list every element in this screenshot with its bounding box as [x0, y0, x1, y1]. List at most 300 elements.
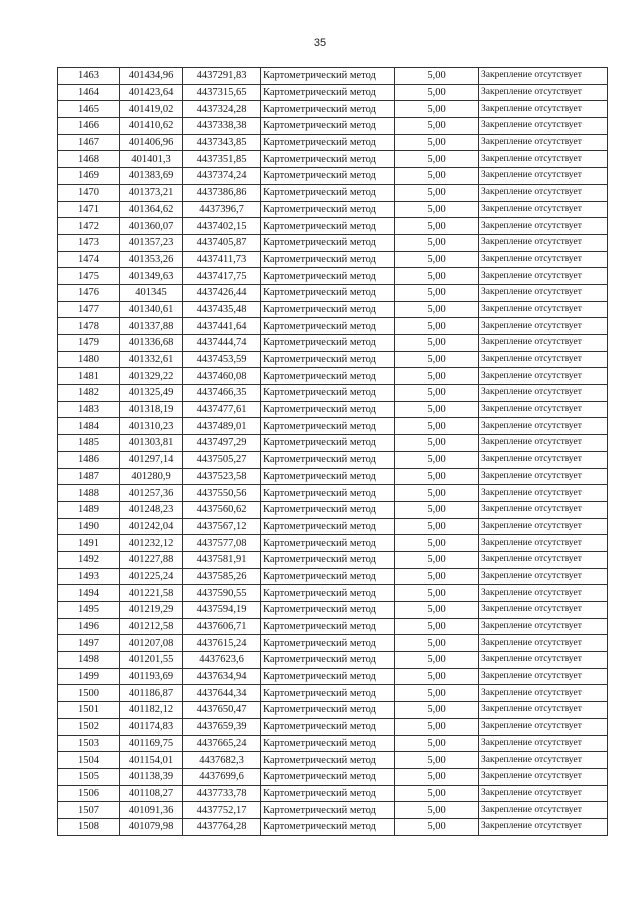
accuracy-cell: 5,00	[395, 652, 479, 669]
fixation-cell: Закрепление отсутствует	[479, 68, 608, 85]
point-number-cell: 1469	[58, 168, 120, 185]
fixation-cell: Закрепление отсутствует	[479, 84, 608, 101]
method-cell: Картометрический метод	[261, 468, 395, 485]
y-coordinate-cell: 4437374,24	[183, 168, 261, 185]
x-coordinate-cell: 401303,81	[120, 435, 183, 452]
x-coordinate-cell: 401174,83	[120, 718, 183, 735]
fixation-cell: Закрепление отсутствует	[479, 268, 608, 285]
table-row	[58, 768, 608, 785]
y-coordinate-cell: 4437590,55	[183, 585, 261, 602]
y-coordinate-cell: 4437453,59	[183, 351, 261, 368]
x-coordinate-cell: 401186,87	[120, 685, 183, 702]
fixation-cell: Закрепление отсутствует	[479, 702, 608, 719]
table-row	[58, 652, 608, 669]
x-coordinate-cell: 401091,36	[120, 802, 183, 819]
accuracy-cell: 5,00	[395, 602, 479, 619]
point-number-cell: 1499	[58, 668, 120, 685]
y-coordinate-cell: 4437594,19	[183, 602, 261, 619]
fixation-cell: Закрепление отсутствует	[479, 501, 608, 518]
method-cell: Картометрический метод	[261, 301, 395, 318]
x-coordinate-cell: 401248,23	[120, 501, 183, 518]
method-cell: Картометрический метод	[261, 702, 395, 719]
table-row	[58, 368, 608, 385]
method-cell: Картометрический метод	[261, 585, 395, 602]
point-number-cell: 1491	[58, 535, 120, 552]
method-cell: Картометрический метод	[261, 218, 395, 235]
accuracy-cell: 5,00	[395, 768, 479, 785]
x-coordinate-cell: 401353,26	[120, 251, 183, 268]
y-coordinate-cell: 4437581,91	[183, 551, 261, 568]
table-row	[58, 68, 608, 85]
accuracy-cell: 5,00	[395, 201, 479, 218]
x-coordinate-cell: 401310,23	[120, 418, 183, 435]
x-coordinate-cell: 401182,12	[120, 702, 183, 719]
x-coordinate-cell: 401373,21	[120, 184, 183, 201]
x-coordinate-cell: 401360,07	[120, 218, 183, 235]
fixation-cell: Закрепление отсутствует	[479, 785, 608, 802]
method-cell: Картометрический метод	[261, 234, 395, 251]
fixation-cell: Закрепление отсутствует	[479, 134, 608, 151]
method-cell: Картометрический метод	[261, 385, 395, 402]
x-coordinate-cell: 401423,64	[120, 84, 183, 101]
y-coordinate-cell: 4437634,94	[183, 668, 261, 685]
point-number-cell: 1467	[58, 134, 120, 151]
point-number-cell: 1471	[58, 201, 120, 218]
x-coordinate-cell: 401419,02	[120, 101, 183, 118]
table-row	[58, 785, 608, 802]
point-number-cell: 1503	[58, 735, 120, 752]
y-coordinate-cell: 4437615,24	[183, 635, 261, 652]
x-coordinate-cell: 401329,22	[120, 368, 183, 385]
y-coordinate-cell: 4437699,6	[183, 768, 261, 785]
table-row	[58, 118, 608, 135]
y-coordinate-cell: 4437606,71	[183, 618, 261, 635]
method-cell: Картометрический метод	[261, 685, 395, 702]
table-row	[58, 451, 608, 468]
x-coordinate-cell: 401332,61	[120, 351, 183, 368]
table-row	[58, 485, 608, 502]
point-number-cell: 1502	[58, 718, 120, 735]
method-cell: Картометрический метод	[261, 84, 395, 101]
table-row	[58, 335, 608, 352]
x-coordinate-cell: 401345	[120, 284, 183, 301]
x-coordinate-cell: 401232,12	[120, 535, 183, 552]
method-cell: Картометрический метод	[261, 718, 395, 735]
method-cell: Картометрический метод	[261, 118, 395, 135]
accuracy-cell: 5,00	[395, 418, 479, 435]
point-number-cell: 1506	[58, 785, 120, 802]
accuracy-cell: 5,00	[395, 435, 479, 452]
table-row	[58, 518, 608, 535]
method-cell: Картометрический метод	[261, 535, 395, 552]
table-row	[58, 284, 608, 301]
x-coordinate-cell: 401138,39	[120, 768, 183, 785]
table-row	[58, 568, 608, 585]
fixation-cell: Закрепление отсутствует	[479, 602, 608, 619]
accuracy-cell: 5,00	[395, 468, 479, 485]
fixation-cell: Закрепление отсутствует	[479, 318, 608, 335]
fixation-cell: Закрепление отсутствует	[479, 768, 608, 785]
fixation-cell: Закрепление отсутствует	[479, 551, 608, 568]
fixation-cell: Закрепление отсутствует	[479, 118, 608, 135]
accuracy-cell: 5,00	[395, 802, 479, 819]
x-coordinate-cell: 401357,23	[120, 234, 183, 251]
y-coordinate-cell: 4437466,35	[183, 385, 261, 402]
table-row	[58, 184, 608, 201]
fixation-cell: Закрепление отсутствует	[479, 401, 608, 418]
table-row	[58, 702, 608, 719]
method-cell: Картометрический метод	[261, 568, 395, 585]
y-coordinate-cell: 4437523,58	[183, 468, 261, 485]
method-cell: Картометрический метод	[261, 518, 395, 535]
method-cell: Картометрический метод	[261, 735, 395, 752]
y-coordinate-cell: 4437497,29	[183, 435, 261, 452]
fixation-cell: Закрепление отсутствует	[479, 368, 608, 385]
y-coordinate-cell: 4437444,74	[183, 335, 261, 352]
point-number-cell: 1476	[58, 284, 120, 301]
x-coordinate-cell: 401212,58	[120, 618, 183, 635]
accuracy-cell: 5,00	[395, 518, 479, 535]
accuracy-cell: 5,00	[395, 568, 479, 585]
y-coordinate-cell: 4437460,08	[183, 368, 261, 385]
fixation-cell: Закрепление отсутствует	[479, 218, 608, 235]
x-coordinate-cell: 401225,24	[120, 568, 183, 585]
point-number-cell: 1483	[58, 401, 120, 418]
point-number-cell: 1484	[58, 418, 120, 435]
table-row	[58, 635, 608, 652]
y-coordinate-cell: 4437405,87	[183, 234, 261, 251]
method-cell: Картометрический метод	[261, 134, 395, 151]
x-coordinate-cell: 401154,01	[120, 752, 183, 769]
accuracy-cell: 5,00	[395, 268, 479, 285]
table-row	[58, 602, 608, 619]
y-coordinate-cell: 4437659,39	[183, 718, 261, 735]
fixation-cell: Закрепление отсутствует	[479, 618, 608, 635]
x-coordinate-cell: 401336,68	[120, 335, 183, 352]
accuracy-cell: 5,00	[395, 401, 479, 418]
accuracy-cell: 5,00	[395, 168, 479, 185]
method-cell: Картометрический метод	[261, 335, 395, 352]
table-row	[58, 585, 608, 602]
method-cell: Картометрический метод	[261, 451, 395, 468]
table-row	[58, 201, 608, 218]
y-coordinate-cell: 4437682,3	[183, 752, 261, 769]
y-coordinate-cell: 4437411,73	[183, 251, 261, 268]
method-cell: Картометрический метод	[261, 635, 395, 652]
x-coordinate-cell: 401108,27	[120, 785, 183, 802]
accuracy-cell: 5,00	[395, 368, 479, 385]
accuracy-cell: 5,00	[395, 351, 479, 368]
table-row	[58, 251, 608, 268]
y-coordinate-cell: 4437623,6	[183, 652, 261, 669]
accuracy-cell: 5,00	[395, 752, 479, 769]
x-coordinate-cell: 401242,04	[120, 518, 183, 535]
method-cell: Картометрический метод	[261, 768, 395, 785]
point-number-cell: 1472	[58, 218, 120, 235]
point-number-cell: 1498	[58, 652, 120, 669]
y-coordinate-cell: 4437402,15	[183, 218, 261, 235]
table-row	[58, 818, 608, 835]
point-number-cell: 1493	[58, 568, 120, 585]
x-coordinate-cell: 401169,75	[120, 735, 183, 752]
accuracy-cell: 5,00	[395, 101, 479, 118]
point-number-cell: 1477	[58, 301, 120, 318]
y-coordinate-cell: 4437560,62	[183, 501, 261, 518]
y-coordinate-cell: 4437585,26	[183, 568, 261, 585]
x-coordinate-cell: 401221,58	[120, 585, 183, 602]
fixation-cell: Закрепление отсутствует	[479, 568, 608, 585]
table-row	[58, 418, 608, 435]
table-row	[58, 385, 608, 402]
fixation-cell: Закрепление отсутствует	[479, 735, 608, 752]
table-row	[58, 468, 608, 485]
method-cell: Картометрический метод	[261, 802, 395, 819]
y-coordinate-cell: 4437505,27	[183, 451, 261, 468]
method-cell: Картометрический метод	[261, 284, 395, 301]
fixation-cell: Закрепление отсутствует	[479, 718, 608, 735]
accuracy-cell: 5,00	[395, 818, 479, 835]
x-coordinate-cell: 401280,9	[120, 468, 183, 485]
accuracy-cell: 5,00	[395, 718, 479, 735]
table-row	[58, 718, 608, 735]
x-coordinate-cell: 401201,55	[120, 652, 183, 669]
fixation-cell: Закрепление отсутствует	[479, 301, 608, 318]
y-coordinate-cell: 4437489,01	[183, 418, 261, 435]
point-number-cell: 1464	[58, 84, 120, 101]
accuracy-cell: 5,00	[395, 635, 479, 652]
table-row	[58, 618, 608, 635]
fixation-cell: Закрепление отсутствует	[479, 385, 608, 402]
method-cell: Картометрический метод	[261, 168, 395, 185]
y-coordinate-cell: 4437396,7	[183, 201, 261, 218]
method-cell: Картометрический метод	[261, 418, 395, 435]
point-number-cell: 1500	[58, 685, 120, 702]
y-coordinate-cell: 4437386,86	[183, 184, 261, 201]
point-number-cell: 1468	[58, 151, 120, 168]
method-cell: Картометрический метод	[261, 435, 395, 452]
fixation-cell: Закрепление отсутствует	[479, 201, 608, 218]
fixation-cell: Закрепление отсутствует	[479, 535, 608, 552]
table-row	[58, 168, 608, 185]
table-row	[58, 501, 608, 518]
y-coordinate-cell: 4437324,28	[183, 101, 261, 118]
coordinates-table-body	[58, 68, 608, 836]
y-coordinate-cell: 4437351,85	[183, 151, 261, 168]
accuracy-cell: 5,00	[395, 284, 479, 301]
x-coordinate-cell: 401349,63	[120, 268, 183, 285]
y-coordinate-cell: 4437477,61	[183, 401, 261, 418]
x-coordinate-cell: 401207,08	[120, 635, 183, 652]
accuracy-cell: 5,00	[395, 735, 479, 752]
accuracy-cell: 5,00	[395, 251, 479, 268]
fixation-cell: Закрепление отсутствует	[479, 234, 608, 251]
method-cell: Картометрический метод	[261, 251, 395, 268]
method-cell: Картометрический метод	[261, 201, 395, 218]
point-number-cell: 1480	[58, 351, 120, 368]
fixation-cell: Закрепление отсутствует	[479, 585, 608, 602]
point-number-cell: 1481	[58, 368, 120, 385]
method-cell: Картометрический метод	[261, 68, 395, 85]
table-row	[58, 234, 608, 251]
accuracy-cell: 5,00	[395, 501, 479, 518]
point-number-cell: 1487	[58, 468, 120, 485]
y-coordinate-cell: 4437577,08	[183, 535, 261, 552]
method-cell: Картометрический метод	[261, 318, 395, 335]
method-cell: Картометрический метод	[261, 501, 395, 518]
fixation-cell: Закрепление отсутствует	[479, 818, 608, 835]
accuracy-cell: 5,00	[395, 118, 479, 135]
fixation-cell: Закрепление отсутствует	[479, 101, 608, 118]
table-row	[58, 351, 608, 368]
accuracy-cell: 5,00	[395, 451, 479, 468]
fixation-cell: Закрепление отсутствует	[479, 418, 608, 435]
table-row	[58, 668, 608, 685]
method-cell: Картометрический метод	[261, 151, 395, 168]
accuracy-cell: 5,00	[395, 68, 479, 85]
table-row	[58, 735, 608, 752]
point-number-cell: 1473	[58, 234, 120, 251]
table-row	[58, 802, 608, 819]
y-coordinate-cell: 4437338,38	[183, 118, 261, 135]
point-number-cell: 1497	[58, 635, 120, 652]
table-row	[58, 84, 608, 101]
table-row	[58, 752, 608, 769]
fixation-cell: Закрепление отсутствует	[479, 485, 608, 502]
x-coordinate-cell: 401318,19	[120, 401, 183, 418]
x-coordinate-cell: 401383,69	[120, 168, 183, 185]
y-coordinate-cell: 4437550,56	[183, 485, 261, 502]
x-coordinate-cell: 401434,96	[120, 68, 183, 85]
fixation-cell: Закрепление отсутствует	[479, 351, 608, 368]
accuracy-cell: 5,00	[395, 618, 479, 635]
accuracy-cell: 5,00	[395, 84, 479, 101]
method-cell: Картометрический метод	[261, 101, 395, 118]
y-coordinate-cell: 4437435,48	[183, 301, 261, 318]
point-number-cell: 1485	[58, 435, 120, 452]
accuracy-cell: 5,00	[395, 785, 479, 802]
y-coordinate-cell: 4437567,12	[183, 518, 261, 535]
point-number-cell: 1478	[58, 318, 120, 335]
fixation-cell: Закрепление отсутствует	[479, 802, 608, 819]
accuracy-cell: 5,00	[395, 685, 479, 702]
point-number-cell: 1479	[58, 335, 120, 352]
fixation-cell: Закрепление отсутствует	[479, 635, 608, 652]
y-coordinate-cell: 4437764,28	[183, 818, 261, 835]
x-coordinate-cell: 401337,88	[120, 318, 183, 335]
y-coordinate-cell: 4437752,17	[183, 802, 261, 819]
accuracy-cell: 5,00	[395, 385, 479, 402]
y-coordinate-cell: 4437644,34	[183, 685, 261, 702]
method-cell: Картометрический метод	[261, 652, 395, 669]
fixation-cell: Закрепление отсутствует	[479, 518, 608, 535]
point-number-cell: 1495	[58, 602, 120, 619]
method-cell: Картометрический метод	[261, 485, 395, 502]
coordinates-table	[57, 67, 608, 836]
fixation-cell: Закрепление отсутствует	[479, 468, 608, 485]
fixation-cell: Закрепление отсутствует	[479, 184, 608, 201]
method-cell: Картометрический метод	[261, 618, 395, 635]
point-number-cell: 1507	[58, 802, 120, 819]
page-number: 35	[313, 37, 327, 49]
accuracy-cell: 5,00	[395, 301, 479, 318]
x-coordinate-cell: 401079,98	[120, 818, 183, 835]
x-coordinate-cell: 401219,29	[120, 602, 183, 619]
x-coordinate-cell: 401227,88	[120, 551, 183, 568]
fixation-cell: Закрепление отсутствует	[479, 685, 608, 702]
point-number-cell: 1494	[58, 585, 120, 602]
fixation-cell: Закрепление отсутствует	[479, 451, 608, 468]
x-coordinate-cell: 401257,36	[120, 485, 183, 502]
table-row	[58, 401, 608, 418]
accuracy-cell: 5,00	[395, 668, 479, 685]
method-cell: Картометрический метод	[261, 268, 395, 285]
method-cell: Картометрический метод	[261, 184, 395, 201]
accuracy-cell: 5,00	[395, 134, 479, 151]
fixation-cell: Закрепление отсутствует	[479, 251, 608, 268]
accuracy-cell: 5,00	[395, 485, 479, 502]
point-number-cell: 1508	[58, 818, 120, 835]
point-number-cell: 1504	[58, 752, 120, 769]
table-row	[58, 301, 608, 318]
method-cell: Картометрический метод	[261, 351, 395, 368]
method-cell: Картометрический метод	[261, 401, 395, 418]
y-coordinate-cell: 4437733,78	[183, 785, 261, 802]
x-coordinate-cell: 401325,49	[120, 385, 183, 402]
table-row	[58, 318, 608, 335]
y-coordinate-cell: 4437650,47	[183, 702, 261, 719]
point-number-cell: 1488	[58, 485, 120, 502]
accuracy-cell: 5,00	[395, 218, 479, 235]
y-coordinate-cell: 4437665,24	[183, 735, 261, 752]
method-cell: Картометрический метод	[261, 668, 395, 685]
method-cell: Картометрический метод	[261, 551, 395, 568]
x-coordinate-cell: 401401,3	[120, 151, 183, 168]
y-coordinate-cell: 4437441,64	[183, 318, 261, 335]
x-coordinate-cell: 401340,61	[120, 301, 183, 318]
fixation-cell: Закрепление отсутствует	[479, 668, 608, 685]
fixation-cell: Закрепление отсутствует	[479, 168, 608, 185]
fixation-cell: Закрепление отсутствует	[479, 151, 608, 168]
accuracy-cell: 5,00	[395, 151, 479, 168]
accuracy-cell: 5,00	[395, 335, 479, 352]
accuracy-cell: 5,00	[395, 535, 479, 552]
x-coordinate-cell: 401193,69	[120, 668, 183, 685]
point-number-cell: 1501	[58, 702, 120, 719]
y-coordinate-cell: 4437417,75	[183, 268, 261, 285]
point-number-cell: 1474	[58, 251, 120, 268]
table-row	[58, 535, 608, 552]
method-cell: Картометрический метод	[261, 368, 395, 385]
table-row	[58, 435, 608, 452]
point-number-cell: 1466	[58, 118, 120, 135]
table-row	[58, 218, 608, 235]
accuracy-cell: 5,00	[395, 184, 479, 201]
accuracy-cell: 5,00	[395, 318, 479, 335]
table-row	[58, 551, 608, 568]
fixation-cell: Закрепление отсутствует	[479, 335, 608, 352]
x-coordinate-cell: 401406,96	[120, 134, 183, 151]
table-row	[58, 134, 608, 151]
method-cell: Картометрический метод	[261, 752, 395, 769]
point-number-cell: 1475	[58, 268, 120, 285]
x-coordinate-cell: 401364,62	[120, 201, 183, 218]
fixation-cell: Закрепление отсутствует	[479, 652, 608, 669]
table-row	[58, 685, 608, 702]
point-number-cell: 1486	[58, 451, 120, 468]
y-coordinate-cell: 4437291,83	[183, 68, 261, 85]
method-cell: Картометрический метод	[261, 602, 395, 619]
table-row	[58, 151, 608, 168]
